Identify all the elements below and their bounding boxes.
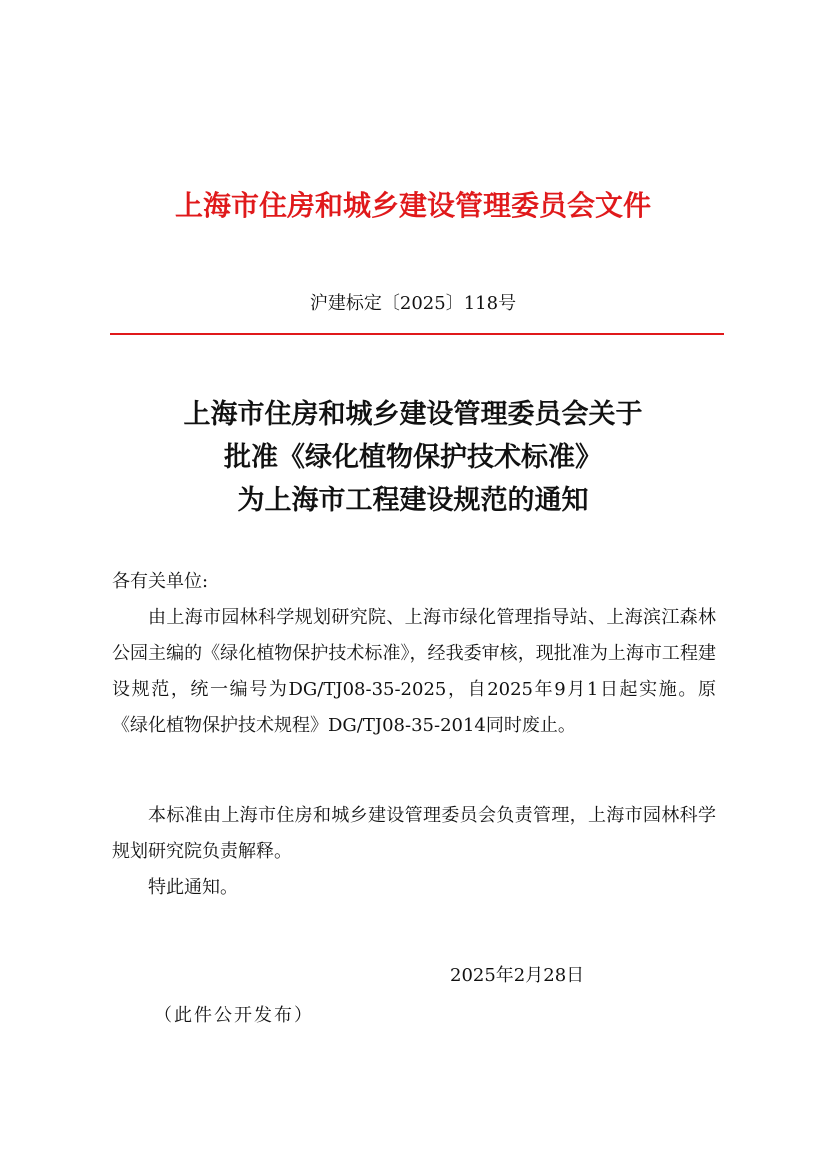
body-paragraph-3: 特此通知。 <box>148 877 238 898</box>
body-paragraph-2: 本标准由上海市住房和城乡建设管理委员会负责管理，上海市园林科学规划研究院负责解释。 <box>112 805 716 862</box>
salutation: 各有关单位: <box>112 571 209 592</box>
publish-note: （此件公开发布） <box>154 1005 314 1026</box>
notice-title-line-2: 批准《绿化植物保护技术标准》 <box>224 442 602 473</box>
issue-date: 2025年2月28日 <box>450 965 585 986</box>
notice-title-line-1: 上海市住房和城乡建设管理委员会关于 <box>183 399 643 430</box>
notice-title <box>0 393 826 522</box>
issuer-title: 上海市住房和城乡建设管理委员会文件 <box>174 189 651 222</box>
body-paragraph-1: 由上海市园林科学规划研究院、上海市绿化管理指导站、上海滨江森林公园主编的《绿化植物保护技术标准》，经我委审核，现批准为上海市工程建设规范，统一编号为DG/TJ08-35-2025，自2025年9月1日起实施。原《绿化植物保护技术规程》DG/TJ08-35-2014同时废止。 <box>112 607 716 736</box>
notice-title-line-3: 为上海市工程建设规范的通知 <box>237 485 589 516</box>
red-divider-line <box>110 333 724 335</box>
document-number: 沪建标定〔2025〕118号 <box>309 293 517 314</box>
